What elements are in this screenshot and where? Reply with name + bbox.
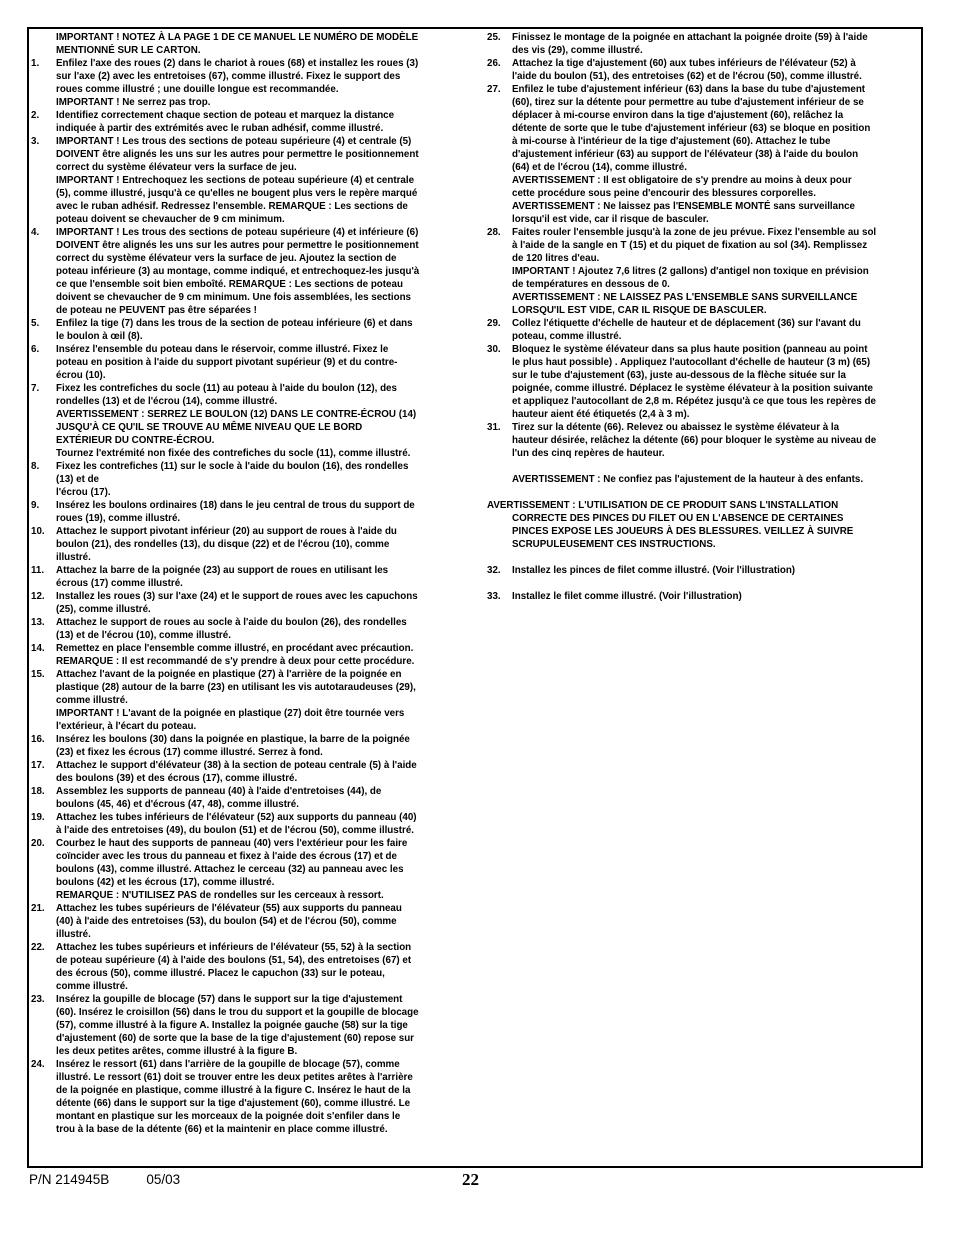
instruction-text: Attachez les tubes supérieurs de l'élévateur (55) aux supports du panneau (40) à l'aide des entretoises (53), du boulon (54) et de l'écrou (50), comme illustré. — [56, 903, 402, 940]
footer — [29, 1172, 180, 1187]
step-number: 24. — [31, 1059, 45, 1070]
instruction-item — [31, 1058, 466, 1136]
instruction-item — [31, 733, 466, 759]
instruction-text: Attachez l'avant de la poignée en plastique (27) à l'arrière de la poignée en plastique (28) autour de la barre (23) en utilisant les vis autotaraudeuses (29), comme illustré. IMPORTANT ! L'avant de la poignée en plastique (27) doit être tournée vers l'extérieur, à l'écart du poteau. — [56, 669, 416, 732]
step-number: 2. — [31, 110, 40, 121]
instruction-text: Tirez sur la détente (66). Relevez ou abaissez le système élévateur à la hauteur désirée, relâchez la détente (66) pour bloquer le système au niveau de l'un des cinq repères de hauteur. — [512, 422, 877, 459]
step-number: 9. — [31, 500, 40, 511]
page-frame — [27, 27, 923, 1168]
instruction-text: Insérez les boulons (30) dans la poignée en plastique, la barre de la poignée (23) et fixez les écrous (17) comme illustré. Serrez à fond. — [56, 734, 410, 758]
step-number: 33. — [487, 591, 501, 602]
instruction-item — [487, 83, 923, 226]
instruction-text: IMPORTANT ! NOTEZ À LA PAGE 1 DE CE MANUEL LE NUMÉRO DE MODÈLE MENTIONNÉ SUR LE CARTON. — [56, 32, 419, 56]
step-number: 13. — [31, 617, 45, 628]
instruction-item — [31, 31, 466, 57]
step-number: 31. — [487, 422, 501, 433]
step-number: 7. — [31, 383, 40, 394]
instruction-item — [31, 590, 466, 616]
part-number: P/N 214945B — [29, 1172, 110, 1187]
instruction-item — [31, 902, 466, 941]
instruction-item — [31, 226, 466, 317]
instruction-text: Insérez l'ensemble du poteau dans le réservoir, comme illustré. Fixez le poteau en position à l'aide du support pivotant supérieur (9) et du contre- écrou (10). — [56, 344, 398, 381]
step-number: 21. — [31, 903, 45, 914]
step-number: 11. — [31, 565, 45, 576]
instruction-text: Attachez les tubes supérieurs et inférieurs de l'élévateur (55, 52) à la section de poteau supérieure (4) à l'aide des boulons (51, 54), des entretoises (67) et des écrous (50), comme illustré. Placez le capuchon (33) sur le poteau, comme illustré. — [56, 942, 412, 992]
instruction-item — [31, 642, 466, 668]
instruction-item — [31, 811, 466, 837]
left-column — [31, 31, 466, 1136]
step-number: 12. — [31, 591, 45, 602]
step-number: 1. — [31, 58, 40, 69]
step-number: 3. — [31, 136, 40, 147]
page-number: 22 — [462, 1170, 479, 1189]
step-number: 20. — [31, 838, 45, 849]
instruction-item — [487, 317, 923, 343]
instruction-item — [487, 499, 923, 512]
instruction-item — [31, 109, 466, 135]
instruction-text: Attachez le support pivotant inférieur (20) au support de roues à l'aide du boulon (21), des rondelles (13), du disque (22) et de l'écrou (10), comme illustré. — [56, 526, 397, 563]
instruction-item — [487, 57, 923, 83]
step-number: 17. — [31, 760, 45, 771]
step-number — [487, 473, 512, 486]
instruction-item — [31, 57, 466, 109]
spacer — [487, 486, 923, 499]
instruction-item — [31, 785, 466, 811]
step-number: 8. — [31, 461, 40, 472]
step-number: 10. — [31, 526, 45, 537]
instruction-item — [487, 512, 923, 551]
step-number: 5. — [31, 318, 40, 329]
instruction-item — [31, 993, 466, 1058]
instruction-text: Fixez les contrefiches (11) sur le socle à l'aide du boulon (16), des rondelles (13) et de l'écrou (17). — [56, 461, 409, 498]
step-number: 27. — [487, 84, 501, 95]
instruction-item — [31, 499, 466, 525]
instruction-item — [487, 473, 923, 486]
spacer — [487, 551, 923, 564]
instruction-text: AVERTISSEMENT : Ne confiez pas l'ajustement de la hauteur à des enfants. — [512, 474, 864, 485]
step-number: 6. — [31, 344, 40, 355]
instruction-text: Attachez le support de roues au socle à l'aide du boulon (26), des rondelles (13) et de l'écrou (10), comme illustré. — [56, 617, 407, 641]
instruction-text: Assemblez les supports de panneau (40) à l'aide d'entretoises (44), de boulons (45, 46) et d'écrous (47, 48), comme illustré. — [56, 786, 382, 810]
instruction-text: Courbez le haut des supports de panneau (40) vers l'extérieur pour les faire coïncider avec les trous du panneau et fixez à l'aide des écrous (17) et de boulons (43), comme illustré. Attachez le cerceau (32) au panneau avec les boulons (42) et les écrous (17), comme illustré. REMARQUE : N'UTILISEZ PAS de rondelles sur les cerceaux à ressort. — [56, 838, 408, 901]
right-column — [487, 31, 923, 603]
instruction-text: Bloquez le système élévateur dans sa plus haute position (panneau au point le plus haut possible) . Appliquez l'autocollant d'échelle de hauteur (3 m) (65) sur le tube d'ajustement (63), juste au-dessous de la flèche située sur la poignée, comme illustré. Déplacez le système élévateur à la position suivante et appliquez l'autocollant de 2,8 m. Répétez jusqu'à ce que tous les repères de hauteur aient été étiquetés (2,4 à 3 m). — [512, 344, 876, 420]
instruction-item — [31, 668, 466, 733]
step-number: 25. — [487, 32, 501, 43]
instruction-text: Attachez les tubes inférieurs de l'élévateur (52) aux supports du panneau (40) à l'aide des entretoises (49), du boulon (51) et de l'écrou (50), comme illustré. — [56, 812, 417, 836]
instruction-item — [487, 564, 923, 577]
instruction-text: Enfilez la tige (7) dans les trous de la section de poteau inférieure (6) et dans le boulon à œil (8). — [56, 318, 413, 342]
instruction-item — [31, 382, 466, 460]
step-number: 16. — [31, 734, 45, 745]
step-number — [31, 31, 56, 57]
instruction-item — [487, 421, 923, 460]
instruction-text: Insérez le ressort (61) dans l'arrière de la goupille de blocage (57), comme illustré. Le ressort (61) doit se trouver entre les deux petites arêtes à l'arrière de la poignée en plastique, comme illustré à la figure C. Insérez le haut de la détente (66) dans le support sur la tige d'ajustement (60), comme illustré. Le montant en plastique sur les morceaux de la poignée doit s'enfiler dans le trou à la base de la détente (66) et la maintenir en place comme illustré. — [56, 1059, 413, 1135]
instruction-text: Collez l'étiquette d'échelle de hauteur et de déplacement (36) sur l'avant du poteau, comme illustré. — [512, 318, 861, 342]
instruction-text: Faites rouler l'ensemble jusqu'à la zone de jeu prévue. Fixez l'ensemble au sol à l'aide de la sangle en T (15) et du piquet de fixation au sol (34). Remplissez de 120 litres d'eau. IMPORTANT ! Ajoutez 7,6 litres (2 gallons) d'antigel non toxique en prévision de températures en dessous de 0. AVERTISSEMENT : NE LAISSEZ PAS L'ENSEMBLE SANS SURVEILLANCE LORSQU'IL EST VIDE, CAR IL RISQUE DE BASCULER. — [512, 227, 877, 316]
instruction-text: Enfilez le tube d'ajustement inférieur (63) dans la base du tube d'ajustement (60), tirez sur la détente pour permettre au tube d'ajustement inférieur de se déplacer à mi-course environ dans la tige d'ajustement (60), relâchez la détente de sorte que le tube d'ajustement inférieur (63) se bloque en position à mi-course à l'intérieur de la tige d'ajustement (60). Attachez le tube d'ajustement inférieur (63) au support de l'élévateur (38) à l'aide du boulon (64) et de l'écrou (14), comme illustré. AVERTISSEMENT : Il est obligatoire de s'y prendre au moins à deux pour cette procédure sous peine d'encourir des blessures corporelles. AVERTISSEMENT : Ne laissez pas l'ENSEMBLE MONTÉ sans surveillance lorsqu'il est vide, car il risque de basculer. — [512, 84, 871, 225]
step-number: 4. — [31, 227, 40, 238]
spacer — [487, 577, 923, 590]
instruction-text: Attachez le support d'élévateur (38) à la section de poteau centrale (5) à l'aide des boulons (39) et des écrous (17), comme illustré. — [56, 760, 417, 784]
instruction-item — [31, 941, 466, 993]
instruction-item — [487, 590, 923, 603]
instruction-text: Attachez la barre de la poignée (23) au support de roues en utilisant les écrous (17) comme illustré. — [56, 565, 389, 589]
instruction-item — [31, 837, 466, 902]
instruction-text: IMPORTANT ! Les trous des sections de poteau supérieure (4) et centrale (5) DOIVENT être alignés les uns sur les autres pour permettre le positionnement correct du système élévateur vers la surface de jeu. IMPORTANT ! Entrechoquez les sections de poteau supérieure (4) et centrale (5), comme illustré, jusqu'à ce qu'elles ne bougent plus vers le repère marqué avec le ruban adhésif. Redressez l'ensemble. REMARQUE : Les sections de poteau doivent se chevaucher de 9 cm minimum. — [56, 136, 419, 225]
step-number: 32. — [487, 565, 501, 576]
step-number: 30. — [487, 344, 501, 355]
instruction-item — [31, 343, 466, 382]
instruction-text: Identifiez correctement chaque section de poteau et marquez la distance indiquée à partir des extrémités avec le ruban adhésif, comme illustré. — [56, 110, 395, 134]
instruction-item — [487, 31, 923, 57]
step-number: 22. — [31, 942, 45, 953]
instruction-text: Enfilez l'axe des roues (2) dans le chariot à roues (68) et installez les roues (3) sur l'axe (2) avec les entretoises (67), comme illustré. Fixez le support des roues comme illustré ; une douille longue est recommandée. IMPORTANT ! Ne serrez pas trop. — [56, 58, 419, 108]
instruction-text: Installez le filet comme illustré. (Voir l'illustration) — [512, 591, 742, 602]
instruction-text: Insérez les boulons ordinaires (18) dans le jeu central de trous du support de roues (19), comme illustré. — [56, 500, 415, 524]
revision-date: 05/03 — [146, 1172, 181, 1187]
instruction-item — [31, 135, 466, 226]
instruction-text: CORRECTE DES PINCES DU FILET OU EN L'ABSENCE DE CERTAINES PINCES EXPOSE LES JOUEURS À DES BLESSURES. VEILLEZ À SUIVRE SCRUPULEUSEMENT CES INSTRUCTIONS. — [512, 513, 854, 550]
instruction-text: Installez les pinces de filet comme illustré. (Voir l'illustration) — [512, 565, 796, 576]
step-number: 26. — [487, 58, 501, 69]
instruction-text: Installez les roues (3) sur l'axe (24) et le support de roues avec les capuchons (25), comme illustré. — [56, 591, 418, 615]
instruction-text: AVERTISSEMENT : L'UTILISATION DE CE PRODUIT SANS L'INSTALLATION — [487, 500, 839, 511]
instruction-text: Insérez la goupille de blocage (57) dans le support sur la tige d'ajustement (60). Insérez le croisillon (56) dans le trou du support et la goupille de blocage (57), comme illustré à la figure A. Installez la poignée gauche (58) sur la tige d'ajustement (60) de sorte que la base de la tige d'ajustement (60) repose sur les deux petites arêtes, comme illustré à la figure B. — [56, 994, 419, 1057]
step-number — [487, 512, 512, 551]
step-number: 28. — [487, 227, 501, 238]
instruction-item — [31, 616, 466, 642]
instruction-item — [31, 564, 466, 590]
step-number: 19. — [31, 812, 45, 823]
instruction-item — [31, 525, 466, 564]
step-number: 14. — [31, 643, 45, 654]
instruction-text: Fixez les contrefiches du socle (11) au poteau à l'aide du boulon (12), des rondelles (13) et de l'écrou (14), comme illustré. AVERTISSEMENT : SERREZ LE BOULON (12) DANS LE CONTRE-ÉCROU (14) JUSQU'À CE QU'IL SE TROUVE AU MÊME NIVEAU QUE LE BORD EXTÉRIEUR DU CONTRE-ÉCROU. Tournez l'extrémité non fixée des contrefiches du socle (11), comme illustré. — [56, 383, 417, 459]
instruction-text: Attachez la tige d'ajustement (60) aux tubes inférieurs de l'élévateur (52) à l'aide du boulon (51), des entretoises (62) et de l'écrou (50), comme illustré. — [512, 58, 862, 82]
step-number: 15. — [31, 669, 45, 680]
step-number: 29. — [487, 318, 501, 329]
step-number: 18. — [31, 786, 45, 797]
spacer — [487, 460, 923, 473]
step-number: 23. — [31, 994, 45, 1005]
instruction-item — [31, 759, 466, 785]
instruction-item — [31, 460, 466, 499]
instruction-text: Remettez en place l'ensemble comme illustré, en procédant avec précaution. REMARQUE : Il est recommandé de s'y prendre à deux pour cette procédure. — [56, 643, 415, 667]
instruction-item — [487, 343, 923, 421]
instruction-text: Finissez le montage de la poignée en attachant la poignée droite (59) à l'aide des vis (29), comme illustré. — [512, 32, 868, 56]
instruction-item — [31, 317, 466, 343]
instruction-text: IMPORTANT ! Les trous des sections de poteau supérieure (4) et inférieure (6) DOIVENT être alignés les uns sur les autres pour permettre le positionnement correct du système élévateur vers la surface de jeu. Ajoutez la section de poteau inférieure (3) au montage, comme indiqué, et entrechoquez-les jusqu'à ce que l'ensemble soit bien emboîté. REMARQUE : Les sections de poteau doivent se chevaucher de 9 cm minimum. Une fois assemblées, les sections de poteau ne PEUVENT pas être séparées ! — [56, 227, 420, 316]
instruction-item — [487, 226, 923, 317]
